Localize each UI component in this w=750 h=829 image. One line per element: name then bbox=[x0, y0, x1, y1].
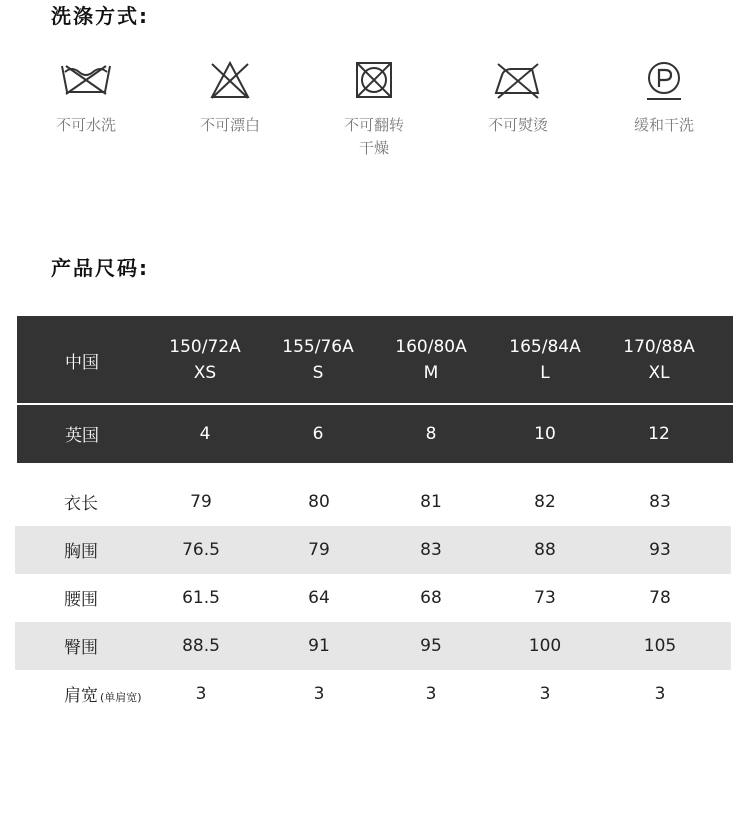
table-row-length bbox=[15, 478, 731, 526]
care-item-no-tumble-dry bbox=[319, 60, 429, 160]
header-col-2 bbox=[258, 334, 378, 386]
size-header-row bbox=[17, 316, 733, 403]
size-code: 160/80A bbox=[395, 337, 467, 357]
row-value: 68 bbox=[420, 588, 442, 608]
row-value: 3 bbox=[425, 684, 437, 704]
row-label: 肩宽 bbox=[64, 686, 98, 706]
size-code: 150/72A bbox=[169, 337, 241, 357]
row-value: 88 bbox=[534, 540, 556, 560]
row-value: 82 bbox=[534, 492, 556, 512]
row-value: 95 bbox=[420, 636, 442, 656]
header-label: 中国 bbox=[65, 353, 99, 373]
uk-value: 10 bbox=[534, 424, 556, 444]
care-item-gentle-dry-clean bbox=[609, 60, 719, 137]
care-label: 不可水洗 bbox=[55, 116, 116, 134]
row-value: 91 bbox=[308, 636, 330, 656]
care-label: 不可漂白 bbox=[199, 116, 260, 134]
care-item-no-iron bbox=[463, 60, 573, 137]
care-item-no-bleach bbox=[175, 60, 285, 137]
washing-title: 洗涤方式: bbox=[51, 4, 149, 28]
uk-value: 8 bbox=[425, 424, 437, 444]
table-row-shoulder bbox=[15, 670, 731, 718]
size-letter: XS bbox=[193, 363, 217, 383]
row-value: 83 bbox=[649, 492, 671, 512]
header-col-5 bbox=[599, 334, 719, 386]
size-letter: S bbox=[312, 363, 324, 383]
row-value: 81 bbox=[420, 492, 442, 512]
size-letter: L bbox=[540, 363, 550, 383]
header-col-3 bbox=[371, 334, 491, 386]
table-row-hip bbox=[15, 622, 731, 670]
row-value: 88.5 bbox=[182, 636, 220, 656]
uk-value: 12 bbox=[648, 424, 670, 444]
care-item-no-wash bbox=[31, 60, 141, 137]
row-value: 3 bbox=[654, 684, 666, 704]
care-label: 不可熨烫 bbox=[487, 116, 548, 134]
size-title: 产品尺码: bbox=[51, 256, 149, 280]
row-value: 3 bbox=[195, 684, 207, 704]
no-wash-icon bbox=[58, 60, 114, 100]
row-label-group bbox=[64, 681, 142, 706]
uk-label: 英国 bbox=[65, 426, 99, 446]
uk-value: 4 bbox=[199, 424, 211, 444]
row-label: 胸围 bbox=[64, 542, 98, 562]
size-code: 155/76A bbox=[282, 337, 354, 357]
row-value: 61.5 bbox=[182, 588, 220, 608]
care-label: 缓和干洗 bbox=[633, 116, 694, 134]
row-value: 83 bbox=[420, 540, 442, 560]
no-tumble-dry-icon bbox=[346, 60, 402, 100]
uk-size-row bbox=[17, 405, 733, 463]
size-code: 165/84A bbox=[509, 337, 581, 357]
row-value: 76.5 bbox=[182, 540, 220, 560]
row-value: 79 bbox=[190, 492, 212, 512]
row-value: 93 bbox=[649, 540, 671, 560]
row-value: 100 bbox=[528, 636, 562, 656]
care-label: 干燥 bbox=[358, 139, 389, 157]
row-label-note: (单肩宽) bbox=[100, 691, 142, 704]
row-value: 80 bbox=[308, 492, 330, 512]
row-value: 105 bbox=[643, 636, 677, 656]
header-col-4 bbox=[485, 334, 605, 386]
row-value: 79 bbox=[308, 540, 330, 560]
row-value: 64 bbox=[308, 588, 330, 608]
header-col-1 bbox=[145, 334, 265, 386]
size-letter: XL bbox=[648, 363, 670, 383]
size-code: 170/88A bbox=[623, 337, 695, 357]
no-iron-icon bbox=[490, 60, 546, 100]
care-label: 不可翻转 bbox=[343, 116, 404, 134]
uk-value: 6 bbox=[312, 424, 324, 444]
row-value: 3 bbox=[539, 684, 551, 704]
row-value: 3 bbox=[313, 684, 325, 704]
gentle-dry-clean-icon bbox=[636, 60, 692, 100]
row-label: 腰围 bbox=[64, 590, 98, 610]
row-label: 臀围 bbox=[64, 638, 98, 658]
row-value: 78 bbox=[649, 588, 671, 608]
row-label: 衣长 bbox=[64, 494, 98, 514]
table-row-waist bbox=[15, 574, 731, 622]
size-letter: M bbox=[423, 363, 439, 383]
row-value: 73 bbox=[534, 588, 556, 608]
table-row-chest bbox=[15, 526, 731, 574]
no-bleach-icon bbox=[202, 60, 258, 100]
